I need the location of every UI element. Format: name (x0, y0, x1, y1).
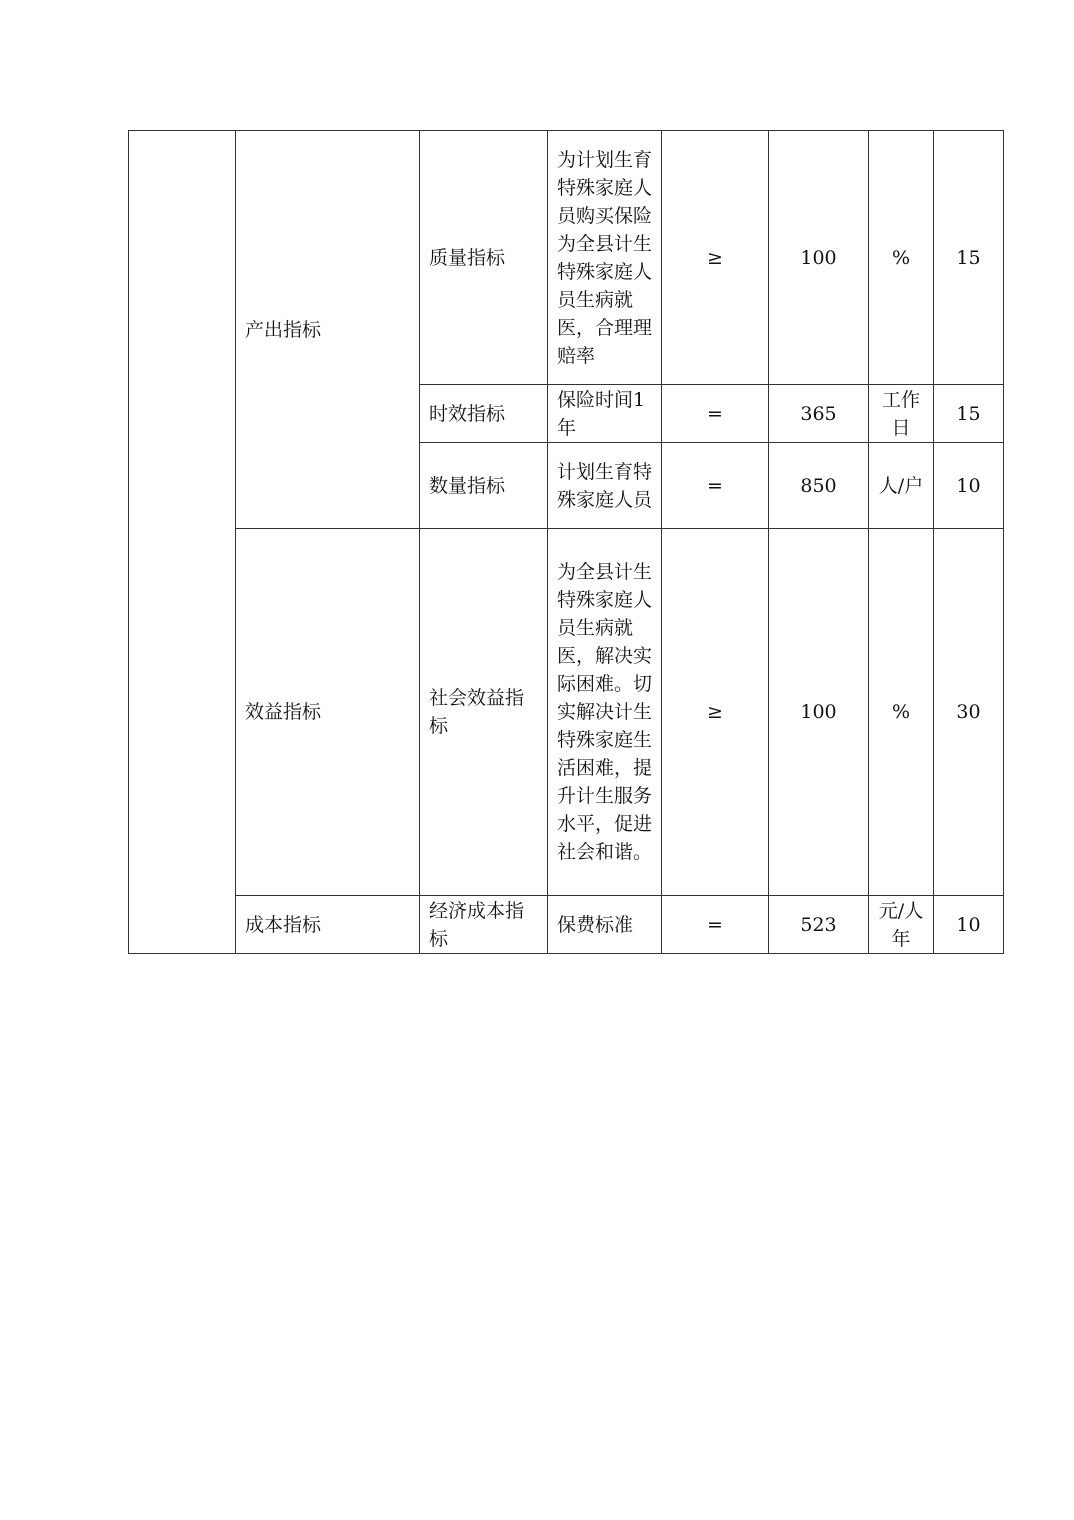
target-value-cell: 365 (769, 385, 869, 443)
unit-cell: % (869, 529, 934, 896)
table-row (129, 131, 1004, 385)
blank-cell (129, 131, 236, 954)
level3-indicator-cell: 为计划生育特殊家庭人员购买保险为全县计生特殊家庭人员生病就医，合理理赔率 (548, 131, 662, 385)
score-cell: 10 (934, 896, 1004, 954)
level2-indicator-cell: 时效指标 (420, 385, 548, 443)
target-value-cell: 100 (769, 131, 869, 385)
level2-indicator-cell: 经济成本指标 (420, 896, 548, 954)
level2-indicator-cell: 数量指标 (420, 443, 548, 529)
performance-indicator-table (128, 130, 1004, 954)
level2-indicator-cell: 社会效益指标 (420, 529, 548, 896)
level1-indicator-cell: 效益指标 (236, 529, 420, 896)
level3-indicator-cell: 保险时间1年 (548, 385, 662, 443)
table-row (129, 529, 1004, 896)
operator-cell: ≥ (662, 131, 769, 385)
target-value-cell: 523 (769, 896, 869, 954)
score-cell: 15 (934, 385, 1004, 443)
operator-cell: ≥ (662, 529, 769, 896)
unit-cell: % (869, 131, 934, 385)
level3-indicator-cell: 为全县计生特殊家庭人员生病就医，解决实际困难。切实解决计生特殊家庭生活困难，提升计生服务水平，促进社会和谐。 (548, 529, 662, 896)
operator-cell: = (662, 385, 769, 443)
target-value-cell: 850 (769, 443, 869, 529)
level1-indicator-cell: 成本指标 (236, 896, 420, 954)
level3-indicator-cell: 保费标准 (548, 896, 662, 954)
unit-cell: 元/人年 (869, 896, 934, 954)
score-cell: 10 (934, 443, 1004, 529)
unit-cell: 人/户 (869, 443, 934, 529)
table-row (129, 896, 1004, 954)
level3-indicator-cell: 计划生育特殊家庭人员 (548, 443, 662, 529)
target-value-cell: 100 (769, 529, 869, 896)
operator-cell: = (662, 443, 769, 529)
score-cell: 30 (934, 529, 1004, 896)
level2-indicator-cell: 质量指标 (420, 131, 548, 385)
score-cell: 15 (934, 131, 1004, 385)
level1-indicator-cell: 产出指标 (236, 131, 420, 529)
operator-cell: = (662, 896, 769, 954)
unit-cell: 工作日 (869, 385, 934, 443)
